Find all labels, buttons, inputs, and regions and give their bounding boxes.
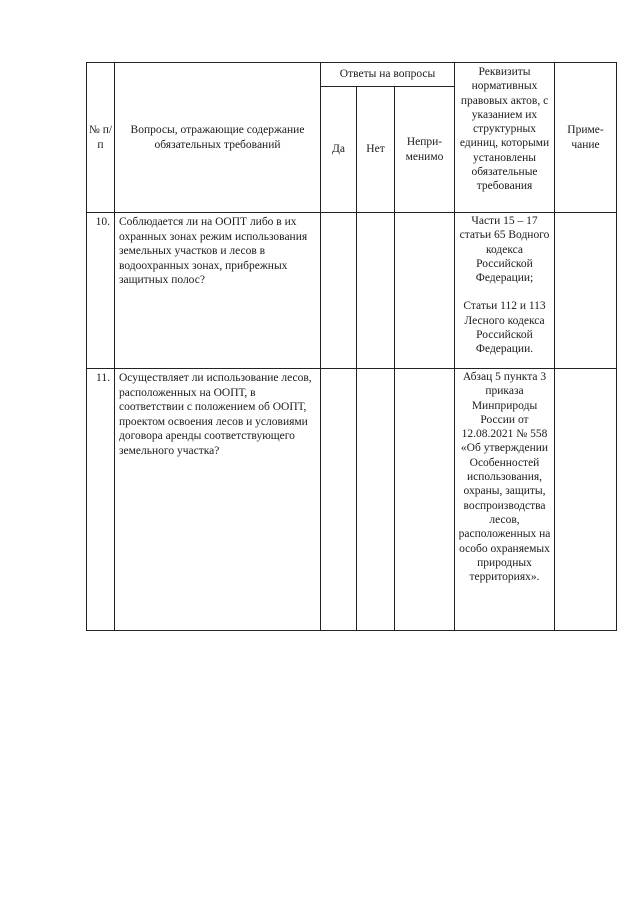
requisites-part: Статьи 112 и 113 Лесного кодекса Российской Федерации. (463, 300, 546, 356)
header-na: Непри-менимо (395, 87, 455, 213)
row-question: Осуществляет ли использование лесов, расположенных на ООПТ, в соответствии с положением об ООПТ, проектом освоения лесов и условиями договора аренды соответствующего земельного участка? (115, 369, 321, 631)
header-question: Вопросы, отражающие содержание обязательных требований (115, 63, 321, 213)
requirements-table (86, 62, 617, 631)
answer-no-cell[interactable] (357, 213, 395, 369)
table-row (87, 213, 617, 369)
header-note: Приме-чание (555, 63, 617, 213)
header-answers: Ответы на вопросы (321, 63, 455, 87)
header-no: Нет (357, 87, 395, 213)
note-cell[interactable] (555, 369, 617, 631)
row-num: 11. (87, 369, 115, 631)
header-num: № п/п (87, 63, 115, 213)
header-yes: Да (321, 87, 357, 213)
header-row-1 (87, 63, 617, 87)
answer-yes-cell[interactable] (321, 369, 357, 631)
row-requisites (455, 369, 555, 631)
answer-na-cell[interactable] (395, 369, 455, 631)
answer-yes-cell[interactable] (321, 213, 357, 369)
answer-no-cell[interactable] (357, 369, 395, 631)
answer-na-cell[interactable] (395, 213, 455, 369)
table-row (87, 369, 617, 631)
note-cell[interactable] (555, 213, 617, 369)
header-requisites: Реквизиты нормативных правовых актов, с указанием их структурных единиц, которыми установлены обязательные требования (455, 63, 555, 213)
row-requisites (455, 213, 555, 369)
row-num: 10. (87, 213, 115, 369)
requisites-part: Части 15 – 17 статьи 65 Водного кодекса Российской Федерации; (459, 215, 550, 285)
requisites-part: Абзац 5 пункта 3 приказа Минприроды России от 12.08.2021 № 558 «Об утверждении Особенностей использования, охраны, защиты, воспроизводства лесов, расположенных на особо охраняемых природных территориях». (458, 371, 551, 584)
row-question: Соблюдается ли на ООПТ либо в их охранных зонах режим использования земельных участков и лесов в водоохранных зонах, прибрежных защитных полос? (115, 213, 321, 369)
